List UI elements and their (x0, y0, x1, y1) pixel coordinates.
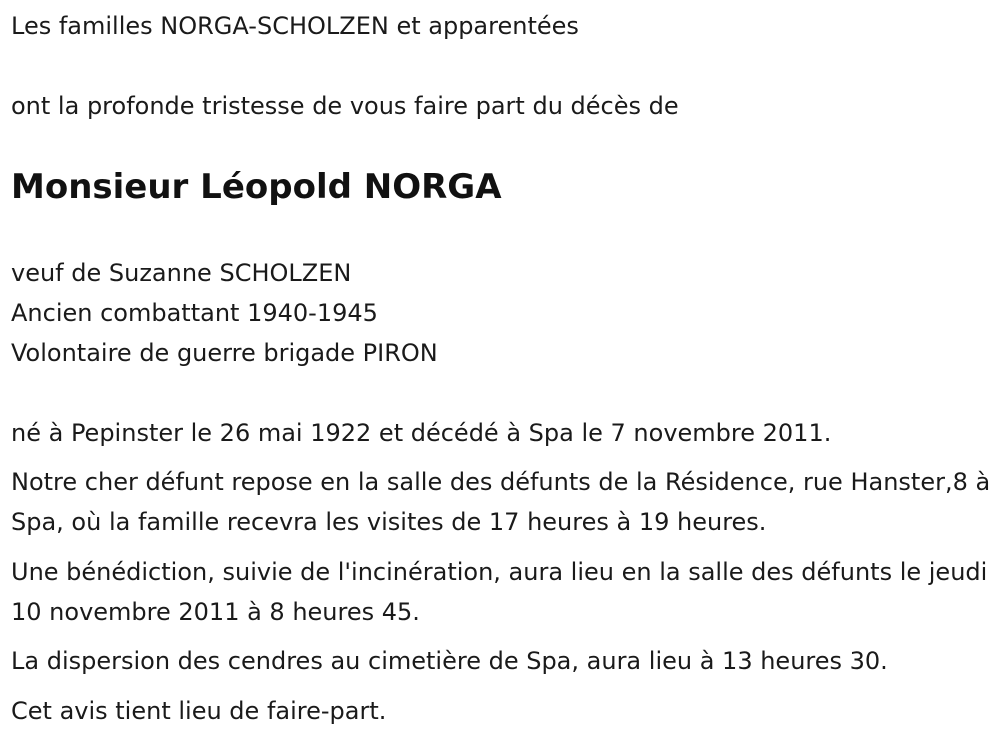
intro-families: Les familles NORGA-SCHOLZEN et apparentées (11, 12, 579, 40)
intro-announcement: ont la profonde tristesse de vous faire part du décès de (11, 92, 679, 120)
birth-death-line: né à Pepinster le 26 mai 1922 et décédé à Spa le 7 novembre 2011. (11, 419, 832, 447)
paragraph-closing: Cet avis tient lieu de faire-part. (11, 697, 387, 725)
deceased-name: Monsieur Léopold NORGA (11, 167, 502, 207)
paragraph-dispersion: La dispersion des cendres au cimetière de Spa, aura lieu à 13 heures 30. (11, 647, 888, 675)
detail-veteran: Ancien combattant 1940-1945 (11, 299, 378, 327)
paragraph-ceremony: Une bénédiction, suivie de l'incinération, aura lieu en la salle des défunts le jeudi 10 novembre 2011 à 8 heures 45. (11, 558, 988, 626)
detail-widower: veuf de Suzanne SCHOLZEN (11, 259, 352, 287)
detail-volunteer: Volontaire de guerre brigade PIRON (11, 339, 438, 367)
paragraph-repose: Notre cher défunt repose en la salle des défunts de la Résidence, rue Hanster,8 à Spa, où la famille recevra les visites de 17 heures à 19 heures. (11, 468, 991, 536)
